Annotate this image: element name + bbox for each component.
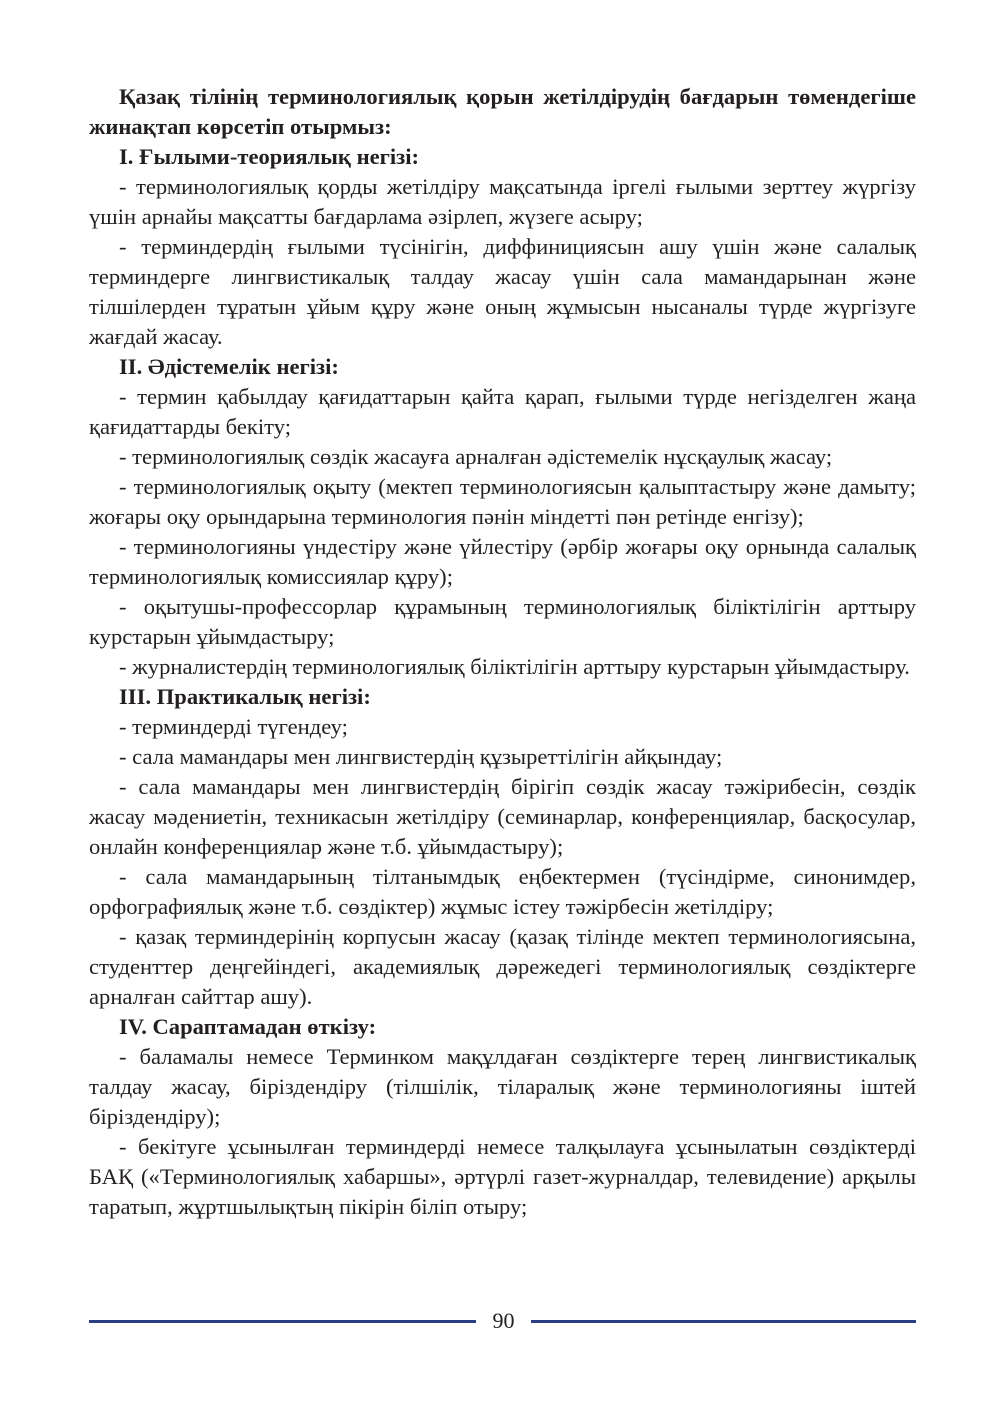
list-item: - сала мамандары мен лингвистердің бірігіп сөздік жасау тәжірибесін, сөздік жасау мәдениетін, техникасын жетілдіру (семинарлар, конференциялар, басқосулар, онлайн конференциялар және т.б. ұйымдастыру); (89, 774, 916, 859)
list-item: - терминологиялық оқыту (мектеп терминологиясын қалыптастыру және дамыту; жоғары оқу орындарына терминология пәнін міндетті пән ретінде енгізу); (89, 474, 916, 529)
list-item: - қазақ терминдерінің корпусын жасау (қазақ тілінде мектеп терминологиясына, студенттер деңгейіндегі, академиялық дәрежедегі терминологиялық сөздіктерге арналған сайттар ашу). (89, 924, 916, 1009)
list-item: - баламалы немесе Терминком мақұлдаған сөздіктерге терең лингвистикалық талдау жасау, біріздендіру (тілшілік, тіларалық және терминологияны іштей біріздендіру); (89, 1044, 916, 1129)
footer-rule-left (89, 1320, 476, 1323)
list-item: - сала мамандарының тілтанымдық еңбектермен (түсіндірме, синонимдер, орфографиялық және т.б. сөздіктер) жұмыс істеу тәжірбесін жетілдіру; (89, 864, 916, 919)
list-item: - термин қабылдау қағидаттарын қайта қарап, ғылыми түрде негізделген жаңа қағидаттарды бекіту; (89, 384, 916, 439)
page-number: 90 (492, 1308, 515, 1333)
footer-rule-right (531, 1320, 916, 1323)
list-item: - терминологиялық қорды жетілдіру мақсатында іргелі ғылыми зерттеу жүргізу үшін арнайы мақсатты бағдарлама әзірлеп, жүзеге асыру; (89, 174, 916, 229)
list-item: - терминдерді түгендеу; (119, 714, 348, 739)
list-item: - терминдердің ғылыми түсінігін, диффинициясын ашу үшін және салалық терминдерге лингвистикалық талдау жасау үшін сала мамандарынан және тілшілерден тұратын ұйым құру және оның жұмысын нысаналы түрде жүргізуге жағдай жасау. (89, 234, 916, 349)
intro-heading: Қазақ тілінің терминологиялық қорын жетілдірудің бағдарын төмендегіше жинақтап көрсетіп отырмыз: (89, 84, 916, 139)
list-item: - бекітуге ұсынылған терминдерді немесе талқылауға ұсынылатын сөздіктерді БАҚ («Терминологиялық хабаршы», әртүрлі газет-журналдар, телевидение) арқылы таратып, жұртшылықтың пікірін біліп отыру; (89, 1134, 916, 1219)
list-item: - терминологиялық сөздік жасауға арналған әдістемелік нұсқаулық жасау; (119, 444, 833, 469)
section-heading: ІІІ. Практикалық негізі: (119, 684, 371, 709)
page-footer (89, 1306, 916, 1336)
page-body (89, 82, 916, 1222)
list-item: - терминологияны үндестіру және үйлестіру (әрбір жоғары оқу орнында салалық терминологиялық комиссиялар құру); (89, 534, 916, 589)
section-heading: ІV. Сараптамадан өткізу: (119, 1014, 377, 1039)
list-item: - журналистердің терминологиялық біліктілігін арттыру курстарын ұйымдастыру. (119, 654, 910, 679)
list-item: - оқытушы-профессорлар құрамының терминологиялық біліктілігін арттыру курстарын ұйымдастыру; (89, 594, 916, 649)
list-item: - сала мамандары мен лингвистердің құзыреттілігін айқындау; (119, 744, 723, 769)
section-heading: ІІ. Әдістемелік негізі: (119, 354, 339, 379)
section-heading: І. Ғылыми-теориялық негізі: (119, 144, 420, 169)
